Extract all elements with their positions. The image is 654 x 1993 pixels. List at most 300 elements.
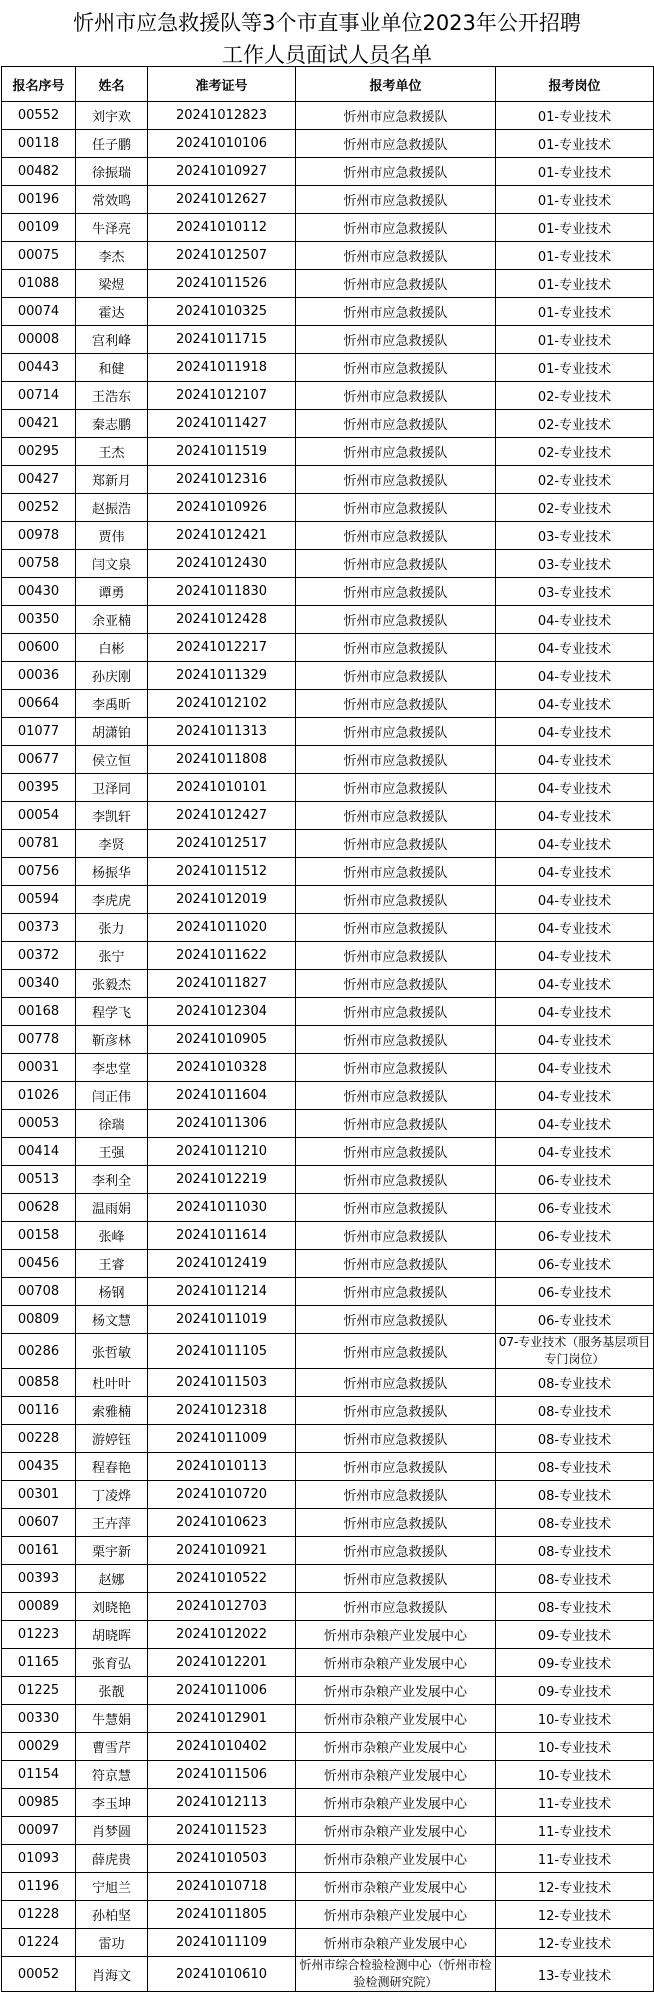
cell-registration-no: 00628 (2, 1194, 76, 1222)
cell-exam-ticket-no: 20241011020 (148, 914, 296, 942)
cell-unit: 忻州市应急救援队 (296, 690, 496, 718)
cell-exam-ticket-no: 20241012113 (148, 1789, 296, 1817)
cell-position: 06-专业技术 (496, 1166, 654, 1194)
table-row (2, 382, 654, 410)
cell-unit: 忻州市应急救援队 (296, 522, 496, 550)
cell-name: 赵娜 (76, 1565, 148, 1593)
cell-registration-no: 00286 (2, 1334, 76, 1369)
cell-registration-no: 00196 (2, 186, 76, 214)
cell-position: 01-专业技术 (496, 354, 654, 382)
cell-exam-ticket-no: 20241011715 (148, 326, 296, 354)
cell-registration-no: 00228 (2, 1425, 76, 1453)
cell-position: 01-专业技术 (496, 130, 654, 158)
cell-unit: 忻州市应急救援队 (296, 102, 496, 130)
cell-registration-no: 00372 (2, 942, 76, 970)
cell-registration-no: 00393 (2, 1565, 76, 1593)
cell-registration-no: 01228 (2, 1901, 76, 1929)
cell-exam-ticket-no: 20241012703 (148, 1593, 296, 1621)
table-row (2, 130, 654, 158)
cell-registration-no: 00295 (2, 438, 76, 466)
cell-position: 04-专业技术 (496, 746, 654, 774)
cell-position: 01-专业技术 (496, 270, 654, 298)
cell-position: 01-专业技术 (496, 158, 654, 186)
cell-registration-no: 00778 (2, 1026, 76, 1054)
cell-exam-ticket-no: 20241011427 (148, 410, 296, 438)
cell-name: 谭勇 (76, 578, 148, 606)
cell-unit: 忻州市应急救援队 (296, 270, 496, 298)
cell-registration-no: 01165 (2, 1649, 76, 1677)
table-row (2, 1621, 654, 1649)
cell-position: 02-专业技术 (496, 410, 654, 438)
cell-exam-ticket-no: 20241010522 (148, 1565, 296, 1593)
cell-position: 04-专业技术 (496, 718, 654, 746)
cell-registration-no: 00482 (2, 158, 76, 186)
table-row (2, 242, 654, 270)
cell-name: 白彬 (76, 634, 148, 662)
cell-unit: 忻州市杂粮产业发展中心 (296, 1621, 496, 1649)
cell-exam-ticket-no: 20241012102 (148, 690, 296, 718)
cell-unit: 忻州市应急救援队 (296, 1026, 496, 1054)
cell-registration-no: 00708 (2, 1278, 76, 1306)
cell-unit: 忻州市杂粮产业发展中心 (296, 1873, 496, 1901)
cell-registration-no: 00161 (2, 1537, 76, 1565)
cell-exam-ticket-no: 20241012427 (148, 802, 296, 830)
cell-name: 张哲敏 (76, 1334, 148, 1369)
cell-position: 01-专业技术 (496, 242, 654, 270)
cell-unit: 忻州市应急救援队 (296, 914, 496, 942)
cell-position: 09-专业技术 (496, 1677, 654, 1705)
table-row (2, 1901, 654, 1929)
cell-name: 杜叶叶 (76, 1369, 148, 1397)
cell-exam-ticket-no: 20241011512 (148, 858, 296, 886)
cell-name: 王浩东 (76, 382, 148, 410)
cell-unit: 忻州市应急救援队 (296, 830, 496, 858)
cell-position: 08-专业技术 (496, 1537, 654, 1565)
cell-exam-ticket-no: 20241010921 (148, 1537, 296, 1565)
cell-unit: 忻州市应急救援队 (296, 634, 496, 662)
cell-unit: 忻州市应急救援队 (296, 1166, 496, 1194)
table-row (2, 1761, 654, 1789)
cell-registration-no: 00781 (2, 830, 76, 858)
cell-name: 和健 (76, 354, 148, 382)
table-row (2, 466, 654, 494)
table-body (2, 102, 654, 1992)
cell-unit: 忻州市应急救援队 (296, 158, 496, 186)
cell-position: 04-专业技术 (496, 1082, 654, 1110)
cell-position: 04-专业技术 (496, 830, 654, 858)
cell-unit: 忻州市应急救援队 (296, 1397, 496, 1425)
cell-position: 03-专业技术 (496, 578, 654, 606)
cell-exam-ticket-no: 20241011006 (148, 1677, 296, 1705)
table-row (2, 662, 654, 690)
header-exam-ticket-no: 准考证号 (148, 67, 296, 102)
cell-unit: 忻州市应急救援队 (296, 1565, 496, 1593)
cell-registration-no: 01088 (2, 270, 76, 298)
table-row (2, 1054, 654, 1082)
cell-position: 08-专业技术 (496, 1593, 654, 1621)
cell-position: 06-专业技术 (496, 1306, 654, 1334)
cell-name: 秦志鹏 (76, 410, 148, 438)
cell-unit: 忻州市应急救援队 (296, 438, 496, 466)
cell-unit: 忻州市杂粮产业发展中心 (296, 1845, 496, 1873)
cell-name: 孙柏坚 (76, 1901, 148, 1929)
cell-position: 04-专业技术 (496, 802, 654, 830)
cell-registration-no: 00373 (2, 914, 76, 942)
cell-exam-ticket-no: 20241011210 (148, 1138, 296, 1166)
cell-registration-no: 01196 (2, 1873, 76, 1901)
cell-unit: 忻州市应急救援队 (296, 718, 496, 746)
cell-registration-no: 00809 (2, 1306, 76, 1334)
cell-name: 宁旭兰 (76, 1873, 148, 1901)
cell-position: 10-专业技术 (496, 1705, 654, 1733)
cell-name: 杨文慧 (76, 1306, 148, 1334)
cell-name: 李杰 (76, 242, 148, 270)
cell-exam-ticket-no: 20241011526 (148, 270, 296, 298)
cell-name: 丁凌烨 (76, 1481, 148, 1509)
cell-position: 03-专业技术 (496, 550, 654, 578)
cell-exam-ticket-no: 20241012304 (148, 998, 296, 1026)
cell-exam-ticket-no: 20241010905 (148, 1026, 296, 1054)
table-row (2, 1250, 654, 1278)
cell-name: 宫利峰 (76, 326, 148, 354)
cell-name: 王杰 (76, 438, 148, 466)
table-row (2, 1593, 654, 1621)
table-row (2, 410, 654, 438)
cell-position: 08-专业技术 (496, 1369, 654, 1397)
cell-unit: 忻州市杂粮产业发展中心 (296, 1761, 496, 1789)
cell-position: 03-专业技术 (496, 522, 654, 550)
cell-unit: 忻州市应急救援队 (296, 298, 496, 326)
cell-registration-no: 00395 (2, 774, 76, 802)
table-row (2, 914, 654, 942)
cell-name: 张宁 (76, 942, 148, 970)
cell-registration-no: 01077 (2, 718, 76, 746)
cell-exam-ticket-no: 20241012318 (148, 1397, 296, 1425)
cell-name: 李虎虎 (76, 886, 148, 914)
cell-unit: 忻州市应急救援队 (296, 382, 496, 410)
cell-registration-no: 00714 (2, 382, 76, 410)
table-row (2, 1537, 654, 1565)
cell-position: 09-专业技术 (496, 1649, 654, 1677)
cell-registration-no: 00435 (2, 1453, 76, 1481)
cell-position: 01-专业技术 (496, 298, 654, 326)
cell-exam-ticket-no: 20241011109 (148, 1929, 296, 1957)
cell-exam-ticket-no: 20241011009 (148, 1425, 296, 1453)
cell-position: 04-专业技术 (496, 970, 654, 998)
cell-registration-no: 01154 (2, 1761, 76, 1789)
cell-registration-no: 00075 (2, 242, 76, 270)
cell-registration-no: 00664 (2, 690, 76, 718)
cell-position: 12-专业技术 (496, 1929, 654, 1957)
cell-unit: 忻州市杂粮产业发展中心 (296, 1705, 496, 1733)
cell-registration-no: 00552 (2, 102, 76, 130)
table-row (2, 1733, 654, 1761)
cell-unit: 忻州市应急救援队 (296, 1369, 496, 1397)
cell-position: 04-专业技术 (496, 998, 654, 1026)
cell-unit: 忻州市应急救援队 (296, 886, 496, 914)
cell-unit: 忻州市应急救援队 (296, 970, 496, 998)
cell-unit: 忻州市应急救援队 (296, 1306, 496, 1334)
table-row (2, 158, 654, 186)
cell-exam-ticket-no: 20241010718 (148, 1873, 296, 1901)
cell-position: 04-专业技术 (496, 1110, 654, 1138)
cell-registration-no: 00677 (2, 746, 76, 774)
cell-registration-no: 00118 (2, 130, 76, 158)
cell-registration-no: 00456 (2, 1250, 76, 1278)
table-row (2, 1677, 654, 1705)
cell-exam-ticket-no: 20241011306 (148, 1110, 296, 1138)
cell-registration-no: 00074 (2, 298, 76, 326)
cell-unit: 忻州市应急救援队 (296, 998, 496, 1026)
cell-name: 卫泽同 (76, 774, 148, 802)
cell-registration-no: 00427 (2, 466, 76, 494)
cell-registration-no: 00008 (2, 326, 76, 354)
cell-exam-ticket-no: 20241011329 (148, 662, 296, 690)
cell-name: 肖梦圆 (76, 1817, 148, 1845)
table-row (2, 1166, 654, 1194)
cell-unit: 忻州市综合检验检测中心（忻州市检验检测研究院） (296, 1957, 496, 1992)
cell-unit: 忻州市应急救援队 (296, 1278, 496, 1306)
cell-unit: 忻州市应急救援队 (296, 1110, 496, 1138)
cell-exam-ticket-no: 20241012316 (148, 466, 296, 494)
cell-position: 06-专业技术 (496, 1250, 654, 1278)
cell-exam-ticket-no: 20241011830 (148, 578, 296, 606)
cell-position: 04-专业技术 (496, 914, 654, 942)
cell-exam-ticket-no: 20241011808 (148, 746, 296, 774)
cell-unit: 忻州市应急救援队 (296, 1194, 496, 1222)
cell-position: 09-专业技术 (496, 1621, 654, 1649)
table-row (2, 1222, 654, 1250)
table-row (2, 858, 654, 886)
cell-position: 04-专业技术 (496, 606, 654, 634)
cell-registration-no: 01224 (2, 1929, 76, 1957)
cell-exam-ticket-no: 20241012421 (148, 522, 296, 550)
cell-unit: 忻州市杂粮产业发展中心 (296, 1789, 496, 1817)
cell-position: 02-专业技术 (496, 438, 654, 466)
cell-exam-ticket-no: 20241010927 (148, 158, 296, 186)
cell-position: 04-专业技术 (496, 774, 654, 802)
cell-name: 徐振瑞 (76, 158, 148, 186)
cell-position: 10-专业技术 (496, 1761, 654, 1789)
cell-exam-ticket-no: 20241011523 (148, 1817, 296, 1845)
cell-registration-no: 00985 (2, 1789, 76, 1817)
cell-unit: 忻州市杂粮产业发展中心 (296, 1929, 496, 1957)
cell-unit: 忻州市杂粮产业发展中心 (296, 1677, 496, 1705)
table-row (2, 1565, 654, 1593)
cell-position: 04-专业技术 (496, 1026, 654, 1054)
cell-exam-ticket-no: 20241012901 (148, 1705, 296, 1733)
cell-position: 06-专业技术 (496, 1194, 654, 1222)
cell-position: 11-专业技术 (496, 1817, 654, 1845)
cell-unit: 忻州市应急救援队 (296, 746, 496, 774)
cell-position: 08-专业技术 (496, 1565, 654, 1593)
table-row (2, 186, 654, 214)
cell-position: 06-专业技术 (496, 1222, 654, 1250)
table-row (2, 802, 654, 830)
cell-exam-ticket-no: 20241010623 (148, 1509, 296, 1537)
cell-unit: 忻州市应急救援队 (296, 1509, 496, 1537)
table-row (2, 1026, 654, 1054)
cell-name: 贾伟 (76, 522, 148, 550)
cell-name: 张毅杰 (76, 970, 148, 998)
cell-exam-ticket-no: 20241011503 (148, 1369, 296, 1397)
cell-unit: 忻州市应急救援队 (296, 130, 496, 158)
cell-unit: 忻州市应急救援队 (296, 186, 496, 214)
table-row (2, 1278, 654, 1306)
cell-exam-ticket-no: 20241011622 (148, 942, 296, 970)
cell-position: 13-专业技术 (496, 1957, 654, 1992)
cell-unit: 忻州市杂粮产业发展中心 (296, 1649, 496, 1677)
cell-position: 08-专业技术 (496, 1397, 654, 1425)
cell-exam-ticket-no: 20241011214 (148, 1278, 296, 1306)
table-row (2, 1845, 654, 1873)
cell-registration-no: 00421 (2, 410, 76, 438)
cell-position: 08-专业技术 (496, 1509, 654, 1537)
cell-exam-ticket-no: 20241010113 (148, 1453, 296, 1481)
cell-name: 肖海文 (76, 1957, 148, 1992)
cell-registration-no: 00350 (2, 606, 76, 634)
cell-registration-no: 00252 (2, 494, 76, 522)
cell-registration-no: 00756 (2, 858, 76, 886)
cell-registration-no: 00340 (2, 970, 76, 998)
cell-exam-ticket-no: 20241011506 (148, 1761, 296, 1789)
table-row (2, 998, 654, 1026)
candidate-table (1, 66, 654, 1992)
cell-name: 李利全 (76, 1166, 148, 1194)
table-row (2, 1194, 654, 1222)
cell-unit: 忻州市应急救援队 (296, 1537, 496, 1565)
cell-position: 08-专业技术 (496, 1453, 654, 1481)
cell-exam-ticket-no: 20241012507 (148, 242, 296, 270)
cell-exam-ticket-no: 20241012022 (148, 1621, 296, 1649)
cell-registration-no: 00029 (2, 1733, 76, 1761)
cell-position: 08-专业技术 (496, 1425, 654, 1453)
cell-position: 04-专业技术 (496, 1138, 654, 1166)
table-row (2, 550, 654, 578)
table-row (2, 298, 654, 326)
cell-exam-ticket-no: 20241012419 (148, 1250, 296, 1278)
cell-registration-no: 01223 (2, 1621, 76, 1649)
cell-exam-ticket-no: 20241012201 (148, 1649, 296, 1677)
table-row (2, 970, 654, 998)
table-header-row (2, 67, 654, 102)
cell-position: 04-专业技术 (496, 690, 654, 718)
cell-unit: 忻州市应急救援队 (296, 802, 496, 830)
cell-unit: 忻州市应急救援队 (296, 1334, 496, 1369)
cell-unit: 忻州市应急救援队 (296, 242, 496, 270)
table-row (2, 1509, 654, 1537)
table-row (2, 1334, 654, 1369)
cell-name: 胡潇铂 (76, 718, 148, 746)
cell-name: 雷功 (76, 1929, 148, 1957)
cell-exam-ticket-no: 20241010325 (148, 298, 296, 326)
cell-exam-ticket-no: 20241011313 (148, 718, 296, 746)
cell-exam-ticket-no: 20241010720 (148, 1481, 296, 1509)
cell-name: 游婷钰 (76, 1425, 148, 1453)
cell-registration-no: 01026 (2, 1082, 76, 1110)
cell-exam-ticket-no: 20241011105 (148, 1334, 296, 1369)
cell-position: 04-专业技术 (496, 942, 654, 970)
cell-position: 04-专业技术 (496, 634, 654, 662)
cell-name: 张力 (76, 914, 148, 942)
cell-position: 02-专业技术 (496, 382, 654, 410)
cell-registration-no: 00109 (2, 214, 76, 242)
table-row (2, 1789, 654, 1817)
cell-name: 符京慧 (76, 1761, 148, 1789)
cell-registration-no: 00978 (2, 522, 76, 550)
cell-name: 赵振浩 (76, 494, 148, 522)
cell-exam-ticket-no: 20241010610 (148, 1957, 296, 1992)
cell-registration-no: 01093 (2, 1845, 76, 1873)
cell-registration-no: 01225 (2, 1677, 76, 1705)
cell-name: 李贤 (76, 830, 148, 858)
table-row (2, 438, 654, 466)
cell-position: 12-专业技术 (496, 1901, 654, 1929)
cell-name: 牛泽亮 (76, 214, 148, 242)
table-row (2, 690, 654, 718)
table-row (2, 1369, 654, 1397)
cell-unit: 忻州市杂粮产业发展中心 (296, 1817, 496, 1845)
cell-position: 02-专业技术 (496, 494, 654, 522)
cell-position: 12-专业技术 (496, 1873, 654, 1901)
cell-registration-no: 00116 (2, 1397, 76, 1425)
cell-name: 李凯轩 (76, 802, 148, 830)
table-row (2, 1138, 654, 1166)
cell-unit: 忻州市应急救援队 (296, 550, 496, 578)
cell-name: 余亚楠 (76, 606, 148, 634)
cell-name: 曹雪芹 (76, 1733, 148, 1761)
cell-registration-no: 00414 (2, 1138, 76, 1166)
table-row (2, 1705, 654, 1733)
cell-position: 11-专业技术 (496, 1789, 654, 1817)
cell-name: 胡晓晖 (76, 1621, 148, 1649)
cell-position: 08-专业技术 (496, 1481, 654, 1509)
table-row (2, 746, 654, 774)
cell-unit: 忻州市应急救援队 (296, 1222, 496, 1250)
table-row (2, 1873, 654, 1901)
cell-name: 薛虎贵 (76, 1845, 148, 1873)
cell-exam-ticket-no: 20241012823 (148, 102, 296, 130)
cell-exam-ticket-no: 20241012517 (148, 830, 296, 858)
cell-exam-ticket-no: 20241012430 (148, 550, 296, 578)
cell-registration-no: 00600 (2, 634, 76, 662)
cell-exam-ticket-no: 20241012107 (148, 382, 296, 410)
document-title (0, 0, 654, 66)
cell-registration-no: 00036 (2, 662, 76, 690)
cell-position: 01-专业技术 (496, 186, 654, 214)
cell-unit: 忻州市应急救援队 (296, 1481, 496, 1509)
cell-position: 07-专业技术（服务基层项目专门岗位） (496, 1334, 654, 1369)
table-row (2, 578, 654, 606)
table-row (2, 942, 654, 970)
cell-name: 侯立恒 (76, 746, 148, 774)
cell-name: 索雅楠 (76, 1397, 148, 1425)
cell-name: 任子鹏 (76, 130, 148, 158)
table-row (2, 1425, 654, 1453)
cell-exam-ticket-no: 20241012428 (148, 606, 296, 634)
cell-exam-ticket-no: 20241011614 (148, 1222, 296, 1250)
cell-unit: 忻州市应急救援队 (296, 214, 496, 242)
cell-position: 02-专业技术 (496, 466, 654, 494)
cell-exam-ticket-no: 20241010328 (148, 1054, 296, 1082)
cell-unit: 忻州市应急救援队 (296, 1054, 496, 1082)
cell-registration-no: 00053 (2, 1110, 76, 1138)
cell-exam-ticket-no: 20241011827 (148, 970, 296, 998)
cell-exam-ticket-no: 20241012627 (148, 186, 296, 214)
cell-name: 常效鸣 (76, 186, 148, 214)
table-row (2, 326, 654, 354)
cell-name: 闫正伟 (76, 1082, 148, 1110)
